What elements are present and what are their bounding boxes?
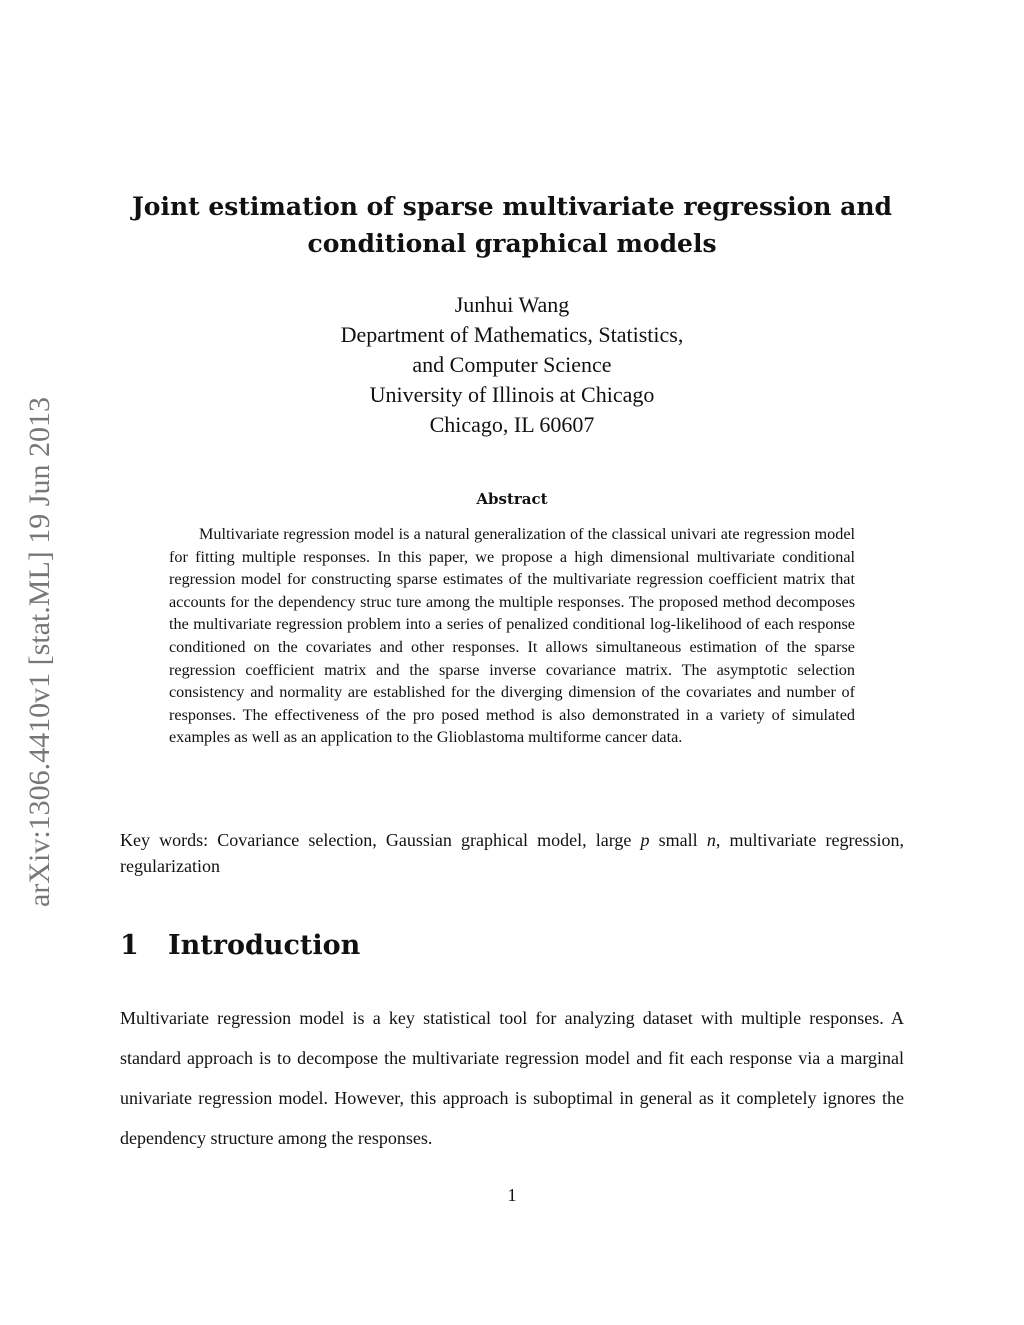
author-name: Junhui Wang [454, 292, 570, 317]
keywords-middle: small [649, 830, 707, 850]
keywords-suffix: , multivariate regression, regularization [120, 830, 905, 876]
section-number: 1 [120, 930, 139, 961]
keywords [120, 827, 904, 879]
keywords-variable-p: p [640, 830, 650, 850]
paper-title-line-2: conditional graphical models [307, 229, 717, 258]
section-heading [120, 930, 904, 961]
page-number: 1 [507, 1185, 517, 1205]
keywords-prefix: Key words: Covariance selection, Gaussian graphical model, large [120, 830, 641, 850]
author-location: Chicago, IL 60607 [429, 412, 595, 437]
section-title: Introduction [168, 930, 361, 961]
abstract-heading: Abstract [476, 490, 548, 508]
author-affiliation-line-1: Department of Mathematics, Statistics, [340, 322, 684, 347]
keywords-variable-n: n [706, 830, 716, 850]
introduction-paragraph: Multivariate regression model is a key statistical tool for analyzing dataset with multiple responses. A standard approach is to decompose the multivariate regression model and fit each response via a marginal univariate regression model. However, this approach is suboptimal in general as it completely ignores the dependency structure among the responses. [120, 1008, 904, 1148]
paper-title-line-1: Joint estimation of sparse multivariate regression and [131, 192, 893, 221]
author-affiliation-line-2: and Computer Science [412, 352, 612, 377]
paper-title [100, 188, 924, 262]
arxiv-identifier-stamp: arXiv:1306.4410v1 [stat.ML] 19 Jun 2013 [23, 397, 56, 907]
author-block [200, 290, 824, 440]
abstract-text: Multivariate regression model is a natural generalization of the classical univari ate regression model for fitting multiple responses. In this paper, we propose a high dimensional multivariate conditional regression model for constructing sparse estimates of the multivariate regression coefficient matrix that accounts for the dependency struc ture among the multiple responses. The proposed method decomposes the multivariate regression problem into a series of penalized conditional log-likelihood of each response conditioned on the covariates and other responses. It allows simultaneous estimation of the sparse regression coefficient matrix and the sparse inverse covariance matrix. The asymptotic selection consistency and normality are established for the diverging dimension of the covariates and number of responses. The effectiveness of the pro posed method is also demonstrated in a variety of simulated examples as well as an application to the Glioblastoma multiforme cancer data. [169, 525, 855, 747]
author-university: University of Illinois at Chicago [369, 382, 655, 407]
